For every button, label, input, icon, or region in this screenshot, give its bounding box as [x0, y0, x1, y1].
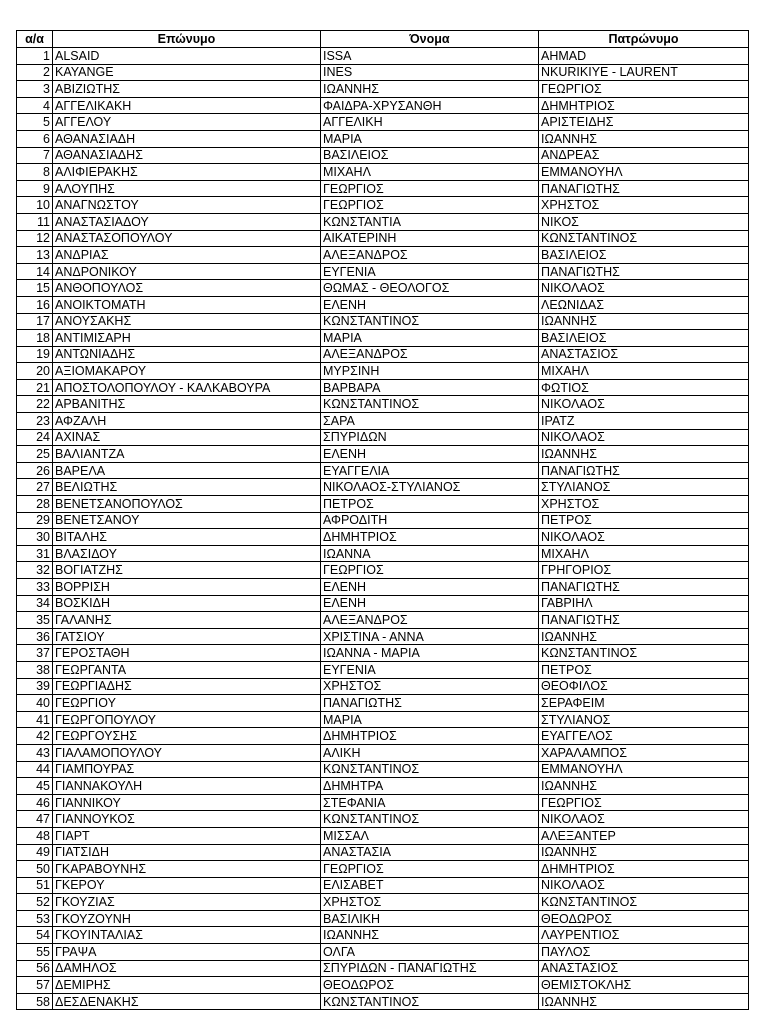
cell-father: ΠΑΝΑΓΙΩΤΗΣ — [539, 263, 749, 280]
cell-name: ΕΥΓΕΝΙΑ — [321, 661, 539, 678]
cell-aa: 34 — [17, 595, 53, 612]
cell-name: ΕΛΕΝΗ — [321, 579, 539, 596]
cell-surname: ΑΘΑΝΑΣΙΑΔΗ — [53, 130, 321, 147]
cell-surname: ΓΚΟΥΖΟΥΝΗ — [53, 910, 321, 927]
cell-aa: 36 — [17, 628, 53, 645]
cell-name: ΜΑΡΙΑ — [321, 711, 539, 728]
cell-surname: ΑΠΟΣΤΟΛΟΠΟΥΛΟΥ - ΚΑΛΚΑΒΟΥΡΑ — [53, 379, 321, 396]
cell-father: ΘΕΟΔΩΡΟΣ — [539, 910, 749, 927]
cell-aa: 41 — [17, 711, 53, 728]
table-row — [17, 413, 749, 430]
table-row — [17, 197, 749, 214]
cell-surname: ΒΙΤΑΛΗΣ — [53, 529, 321, 546]
cell-surname: ΑΝΑΓΝΩΣΤΟΥ — [53, 197, 321, 214]
cell-aa: 27 — [17, 479, 53, 496]
cell-father: ΓΕΩΡΓΙΟΣ — [539, 794, 749, 811]
cell-name: ΓΕΩΡΓΙΟΣ — [321, 180, 539, 197]
cell-name: ΚΩΝΣΤΑΝΤΙΝΟΣ — [321, 313, 539, 330]
cell-name: ΟΛΓΑ — [321, 944, 539, 961]
cell-aa: 21 — [17, 379, 53, 396]
cell-father: ΚΩΝΣΤΑΝΤΙΝΟΣ — [539, 645, 749, 662]
cell-name: ΜΑΡΙΑ — [321, 130, 539, 147]
cell-father: ΦΩΤΙΟΣ — [539, 379, 749, 396]
cell-aa: 7 — [17, 147, 53, 164]
table-row — [17, 877, 749, 894]
cell-aa: 12 — [17, 230, 53, 247]
cell-aa: 24 — [17, 429, 53, 446]
cell-aa: 4 — [17, 97, 53, 114]
cell-aa: 2 — [17, 64, 53, 81]
cell-father: ΙΩΑΝΝΗΣ — [539, 993, 749, 1010]
table-body — [17, 48, 749, 1010]
cell-father: ΕΜΜΑΝΟΥΗΛ — [539, 164, 749, 181]
cell-father: ΕΜΜΑΝΟΥΗΛ — [539, 761, 749, 778]
cell-surname: ΑΒΙΖΙΩΤΗΣ — [53, 81, 321, 98]
cell-name: ΙΩΑΝΝΗΣ — [321, 927, 539, 944]
cell-father: ΣΤΥΛΙΑΝΟΣ — [539, 711, 749, 728]
cell-name: ΑΓΓΕΛΙΚΗ — [321, 114, 539, 131]
cell-surname: KAYANGE — [53, 64, 321, 81]
cell-surname: ΒΑΡΕΛΑ — [53, 462, 321, 479]
names-table — [16, 30, 749, 1010]
table-row — [17, 612, 749, 629]
cell-name: ΙΩΑΝΝΑ — [321, 545, 539, 562]
cell-surname: ΒΑΛΙΑΝΤΖΑ — [53, 446, 321, 463]
cell-name: ΕΥΑΓΓΕΛΙΑ — [321, 462, 539, 479]
cell-father: ΑΡΙΣΤΕΙΔΗΣ — [539, 114, 749, 131]
cell-name: ΚΩΝΣΤΑΝΤΙΑ — [321, 213, 539, 230]
cell-surname: ΓΕΩΡΓΟΠΟΥΛΟΥ — [53, 711, 321, 728]
cell-aa: 3 — [17, 81, 53, 98]
cell-surname: ΑΦΖΑΛΗ — [53, 413, 321, 430]
cell-aa: 55 — [17, 944, 53, 961]
cell-father: ΚΩΝΣΤΑΝΤΙΝΟΣ — [539, 230, 749, 247]
cell-father: ΧΡΗΣΤΟΣ — [539, 197, 749, 214]
cell-surname: ΓΑΤΣΙΟΥ — [53, 628, 321, 645]
cell-father: ΝΙΚΟΛΑΟΣ — [539, 877, 749, 894]
cell-name: ΜΑΡΙΑ — [321, 330, 539, 347]
cell-surname: ΑΞΙΟΜΑΚΑΡΟΥ — [53, 363, 321, 380]
cell-aa: 25 — [17, 446, 53, 463]
table-row — [17, 977, 749, 994]
cell-surname: ΒΕΝΕΤΣΑΝΟΥ — [53, 512, 321, 529]
cell-name: ΒΑΡΒΑΡΑ — [321, 379, 539, 396]
cell-name: ΑΛΙΚΗ — [321, 744, 539, 761]
cell-aa: 17 — [17, 313, 53, 330]
cell-surname: ΓΕΩΡΓΙΑΔΗΣ — [53, 678, 321, 695]
cell-name: ΕΛΙΣΑΒΕΤ — [321, 877, 539, 894]
cell-aa: 33 — [17, 579, 53, 596]
cell-surname: ΒΕΛΙΩΤΗΣ — [53, 479, 321, 496]
cell-aa: 18 — [17, 330, 53, 347]
cell-surname: ΑΓΓΕΛΟΥ — [53, 114, 321, 131]
cell-surname: ΓΡΑΨΑ — [53, 944, 321, 961]
cell-aa: 11 — [17, 213, 53, 230]
cell-aa: 39 — [17, 678, 53, 695]
cell-name: ΑΝΑΣΤΑΣΙΑ — [321, 844, 539, 861]
cell-father: ΣΕΡΑΦΕΙΜ — [539, 695, 749, 712]
table-row — [17, 761, 749, 778]
cell-aa: 5 — [17, 114, 53, 131]
table-row — [17, 960, 749, 977]
header-row — [17, 31, 749, 48]
cell-father: ΑΝΔΡΕΑΣ — [539, 147, 749, 164]
table-row — [17, 944, 749, 961]
cell-father: ΝΙΚΟΣ — [539, 213, 749, 230]
cell-surname: ΓΙΑΝΝΙΚΟΥ — [53, 794, 321, 811]
cell-father: ΒΑΣΙΛΕΙΟΣ — [539, 247, 749, 264]
cell-surname: ΓΕΡΟΣΤΑΘΗ — [53, 645, 321, 662]
cell-father: ΙΡΑΤΖ — [539, 413, 749, 430]
cell-father: ΠΑΥΛΟΣ — [539, 944, 749, 961]
cell-name: ΜΙΣΣΑΛ — [321, 827, 539, 844]
cell-aa: 48 — [17, 827, 53, 844]
cell-father: ΘΕΟΦΙΛΟΣ — [539, 678, 749, 695]
table-row — [17, 479, 749, 496]
table-row — [17, 794, 749, 811]
cell-surname: ΑΝΤΩΝΙΑΔΗΣ — [53, 346, 321, 363]
cell-father: ΠΑΝΑΓΙΩΤΗΣ — [539, 462, 749, 479]
table-row — [17, 661, 749, 678]
cell-aa: 16 — [17, 296, 53, 313]
cell-aa: 10 — [17, 197, 53, 214]
cell-surname: ΒΟΣΚΙΔΗ — [53, 595, 321, 612]
cell-father: ΒΑΣΙΛΕΙΟΣ — [539, 330, 749, 347]
cell-name: ΔΗΜΗΤΡΙΟΣ — [321, 529, 539, 546]
table-row — [17, 462, 749, 479]
table-row — [17, 778, 749, 795]
table-row — [17, 213, 749, 230]
cell-name: ΔΗΜΗΤΡΑ — [321, 778, 539, 795]
table-row — [17, 579, 749, 596]
cell-name: ΓΕΩΡΓΙΟΣ — [321, 861, 539, 878]
table-row — [17, 296, 749, 313]
cell-surname: ΒΛΑΣΙΔΟΥ — [53, 545, 321, 562]
table-row — [17, 861, 749, 878]
cell-surname: ΑΝΤΙΜΙΣΑΡΗ — [53, 330, 321, 347]
cell-aa: 31 — [17, 545, 53, 562]
table-row — [17, 330, 749, 347]
cell-name: ΔΗΜΗΤΡΙΟΣ — [321, 728, 539, 745]
header-surname: Επώνυμο — [53, 31, 321, 48]
cell-name: ΧΡΗΣΤΟΣ — [321, 678, 539, 695]
header-name: Όνομα — [321, 31, 539, 48]
cell-aa: 51 — [17, 877, 53, 894]
cell-surname: ΒΟΓΙΑΤΖΗΣ — [53, 562, 321, 579]
cell-name: ΠΑΝΑΓΙΩΤΗΣ — [321, 695, 539, 712]
cell-aa: 22 — [17, 396, 53, 413]
cell-surname: ΓΙΑΡΤ — [53, 827, 321, 844]
cell-name: ΚΩΝΣΤΑΝΤΙΝΟΣ — [321, 811, 539, 828]
cell-name: ΙΩΑΝΝΗΣ — [321, 81, 539, 98]
cell-father: ΛΑΥΡΕΝΤΙΟΣ — [539, 927, 749, 944]
cell-aa: 13 — [17, 247, 53, 264]
table-row — [17, 894, 749, 911]
cell-surname: ΓΕΩΡΓΑΝΤΑ — [53, 661, 321, 678]
table-row — [17, 562, 749, 579]
cell-name: ΠΕΤΡΟΣ — [321, 496, 539, 513]
cell-father: ΜΙΧΑΗΛ — [539, 545, 749, 562]
cell-name: ΕΛΕΝΗ — [321, 296, 539, 313]
cell-father: ΙΩΑΝΝΗΣ — [539, 628, 749, 645]
table-row — [17, 496, 749, 513]
cell-surname: ΓΚΟΥΖΙΑΣ — [53, 894, 321, 911]
cell-father: ΑΛΕΞΑΝΤΕΡ — [539, 827, 749, 844]
table-row — [17, 744, 749, 761]
cell-surname: ΑΝΑΣΤΑΣΟΠΟΥΛΟΥ — [53, 230, 321, 247]
cell-name: ΝΙΚΟΛΑΟΣ-ΣΤΥΛΙΑΝΟΣ — [321, 479, 539, 496]
cell-name: ΑΛΕΞΑΝΔΡΟΣ — [321, 247, 539, 264]
table-row — [17, 695, 749, 712]
table-row — [17, 728, 749, 745]
table-row — [17, 993, 749, 1010]
cell-aa: 58 — [17, 993, 53, 1010]
cell-surname: ΑΧΙΝΑΣ — [53, 429, 321, 446]
cell-name: ΦΑΙΔΡΑ-ΧΡΥΣΑΝΘΗ — [321, 97, 539, 114]
cell-father: ΝΙΚΟΛΑΟΣ — [539, 529, 749, 546]
cell-aa: 29 — [17, 512, 53, 529]
cell-aa: 49 — [17, 844, 53, 861]
cell-aa: 30 — [17, 529, 53, 546]
cell-surname: ΓΙΑΛΑΜΟΠΟΥΛΟΥ — [53, 744, 321, 761]
table-row — [17, 379, 749, 396]
table-row — [17, 363, 749, 380]
cell-aa: 40 — [17, 695, 53, 712]
table-row — [17, 64, 749, 81]
cell-aa: 52 — [17, 894, 53, 911]
cell-name: ΑΛΕΞΑΝΔΡΟΣ — [321, 346, 539, 363]
cell-father: AHMAD — [539, 48, 749, 65]
cell-name: ΕΛΕΝΗ — [321, 595, 539, 612]
table-row — [17, 313, 749, 330]
cell-surname: ΓΕΩΡΓΙΟΥ — [53, 695, 321, 712]
cell-aa: 57 — [17, 977, 53, 994]
cell-aa: 47 — [17, 811, 53, 828]
cell-name: ΚΩΝΣΤΑΝΤΙΝΟΣ — [321, 761, 539, 778]
table-row — [17, 844, 749, 861]
cell-name: ΑΛΕΞΑΝΔΡΟΣ — [321, 612, 539, 629]
table-row — [17, 446, 749, 463]
cell-name: INES — [321, 64, 539, 81]
table-row — [17, 180, 749, 197]
header-father: Πατρώνυμο — [539, 31, 749, 48]
cell-father: ΠΑΝΑΓΙΩΤΗΣ — [539, 180, 749, 197]
cell-name: ΕΛΕΝΗ — [321, 446, 539, 463]
cell-aa: 32 — [17, 562, 53, 579]
table-row — [17, 263, 749, 280]
cell-father: ΔΗΜΗΤΡΙΟΣ — [539, 861, 749, 878]
cell-aa: 50 — [17, 861, 53, 878]
table-row — [17, 827, 749, 844]
table-row — [17, 396, 749, 413]
cell-aa: 35 — [17, 612, 53, 629]
cell-aa: 56 — [17, 960, 53, 977]
cell-aa: 26 — [17, 462, 53, 479]
cell-father: ΠΑΝΑΓΙΩΤΗΣ — [539, 579, 749, 596]
cell-surname: ALSAID — [53, 48, 321, 65]
table-row — [17, 711, 749, 728]
cell-surname: ΓΙΑΝΝΟΥΚΟΣ — [53, 811, 321, 828]
cell-father: ΓΡΗΓΟΡΙΟΣ — [539, 562, 749, 579]
cell-aa: 20 — [17, 363, 53, 380]
table-row — [17, 114, 749, 131]
table-row — [17, 645, 749, 662]
cell-father: ΙΩΑΝΝΗΣ — [539, 313, 749, 330]
cell-name: ΘΩΜΑΣ - ΘΕΟΛΟΓΟΣ — [321, 280, 539, 297]
table-row — [17, 346, 749, 363]
cell-name: ΕΥΓΕΝΙΑ — [321, 263, 539, 280]
cell-name: ΓΕΩΡΓΙΟΣ — [321, 562, 539, 579]
cell-surname: ΓΚΕΡΟΥ — [53, 877, 321, 894]
cell-surname: ΓΑΛΑΝΗΣ — [53, 612, 321, 629]
cell-father: ΔΗΜΗΤΡΙΟΣ — [539, 97, 749, 114]
cell-father: ΝΙΚΟΛΑΟΣ — [539, 811, 749, 828]
cell-father: ΠΕΤΡΟΣ — [539, 512, 749, 529]
cell-aa: 44 — [17, 761, 53, 778]
cell-name: ΜΙΧΑΗΛ — [321, 164, 539, 181]
cell-father: ΝΙΚΟΛΑΟΣ — [539, 396, 749, 413]
cell-father: ΚΩΝΣΤΑΝΤΙΝΟΣ — [539, 894, 749, 911]
cell-surname: ΓΙΑΝΝΑΚΟΥΛΗ — [53, 778, 321, 795]
table-row — [17, 429, 749, 446]
cell-surname: ΒΟΡΡΙΣΗ — [53, 579, 321, 596]
cell-father: ΠΑΝΑΓΙΩΤΗΣ — [539, 612, 749, 629]
cell-father: ΑΝΑΣΤΑΣΙΟΣ — [539, 960, 749, 977]
cell-father: ΓΑΒΡΙΗΛ — [539, 595, 749, 612]
cell-aa: 1 — [17, 48, 53, 65]
cell-surname: ΔΕΜΙΡΗΣ — [53, 977, 321, 994]
header-aa: α/α — [17, 31, 53, 48]
cell-father: ΧΑΡΑΛΑΜΠΟΣ — [539, 744, 749, 761]
cell-name: ΓΕΩΡΓΙΟΣ — [321, 197, 539, 214]
cell-father: ΛΕΩΝΙΔΑΣ — [539, 296, 749, 313]
cell-aa: 46 — [17, 794, 53, 811]
cell-name: ΣΑΡΑ — [321, 413, 539, 430]
table-row — [17, 130, 749, 147]
cell-father: ΙΩΑΝΝΗΣ — [539, 130, 749, 147]
cell-surname: ΑΝΘΟΠΟΥΛΟΣ — [53, 280, 321, 297]
cell-name: ΒΑΣΙΛΙΚΗ — [321, 910, 539, 927]
cell-name: ΣΠΥΡΙΔΩΝ - ΠΑΝΑΓΙΩΤΗΣ — [321, 960, 539, 977]
cell-surname: ΑΝΔΡΙΑΣ — [53, 247, 321, 264]
cell-father: ΣΤΥΛΙΑΝΟΣ — [539, 479, 749, 496]
cell-name: ΒΑΣΙΛΕΙΟΣ — [321, 147, 539, 164]
cell-father: ΧΡΗΣΤΟΣ — [539, 496, 749, 513]
cell-father: ΝΙΚΟΛΑΟΣ — [539, 280, 749, 297]
cell-father: NKURIKIYE - LAURENT — [539, 64, 749, 81]
cell-father: ΘΕΜΙΣΤΟΚΛΗΣ — [539, 977, 749, 994]
cell-name: ΧΡΙΣΤΙΝΑ - ΑΝΝΑ — [321, 628, 539, 645]
cell-name: ΑΙΚΑΤΕΡΙΝΗ — [321, 230, 539, 247]
table-row — [17, 81, 749, 98]
cell-aa: 9 — [17, 180, 53, 197]
table-row — [17, 811, 749, 828]
cell-name: ΚΩΝΣΤΑΝΤΙΝΟΣ — [321, 993, 539, 1010]
cell-name: ΚΩΝΣΤΑΝΤΙΝΟΣ — [321, 396, 539, 413]
cell-surname: ΑΝΑΣΤΑΣΙΑΔΟΥ — [53, 213, 321, 230]
table-row — [17, 910, 749, 927]
cell-surname: ΑΡΒΑΝΙΤΗΣ — [53, 396, 321, 413]
cell-name: ISSA — [321, 48, 539, 65]
cell-father: ΕΥΑΓΓΕΛΟΣ — [539, 728, 749, 745]
table-row — [17, 230, 749, 247]
table-row — [17, 529, 749, 546]
cell-surname: ΑΝΟΥΣΑΚΗΣ — [53, 313, 321, 330]
table-header — [17, 31, 749, 48]
cell-name: ΜΥΡΣΙΝΗ — [321, 363, 539, 380]
cell-aa: 15 — [17, 280, 53, 297]
cell-name: ΣΠΥΡΙΔΩΝ — [321, 429, 539, 446]
cell-surname: ΑΝΔΡΟΝΙΚΟΥ — [53, 263, 321, 280]
cell-aa: 28 — [17, 496, 53, 513]
cell-aa: 19 — [17, 346, 53, 363]
cell-aa: 37 — [17, 645, 53, 662]
table-row — [17, 595, 749, 612]
table-row — [17, 247, 749, 264]
cell-surname: ΓΕΩΡΓΟΥΣΗΣ — [53, 728, 321, 745]
cell-aa: 42 — [17, 728, 53, 745]
cell-father: ΜΙΧΑΗΛ — [539, 363, 749, 380]
table-row — [17, 48, 749, 65]
table-row — [17, 97, 749, 114]
cell-father: ΙΩΑΝΝΗΣ — [539, 446, 749, 463]
cell-surname: ΔΕΣΔΕΝΑΚΗΣ — [53, 993, 321, 1010]
cell-aa: 6 — [17, 130, 53, 147]
cell-father: ΓΕΩΡΓΙΟΣ — [539, 81, 749, 98]
cell-aa: 14 — [17, 263, 53, 280]
cell-name: ΑΦΡΟΔΙΤΗ — [321, 512, 539, 529]
cell-father: ΝΙΚΟΛΑΟΣ — [539, 429, 749, 446]
cell-surname: ΑΛΙΦΙΕΡΑΚΗΣ — [53, 164, 321, 181]
cell-surname: ΓΙΑΤΣΙΔΗ — [53, 844, 321, 861]
table-row — [17, 512, 749, 529]
table-row — [17, 628, 749, 645]
table-row — [17, 545, 749, 562]
table-row — [17, 678, 749, 695]
table-row — [17, 927, 749, 944]
cell-father: ΠΕΤΡΟΣ — [539, 661, 749, 678]
cell-surname: ΓΚΟΥΙΝΤΑΛΙΑΣ — [53, 927, 321, 944]
cell-surname: ΔΑΜΗΛΟΣ — [53, 960, 321, 977]
cell-name: ΧΡΗΣΤΟΣ — [321, 894, 539, 911]
table-row — [17, 164, 749, 181]
cell-aa: 8 — [17, 164, 53, 181]
cell-father: ΙΩΑΝΝΗΣ — [539, 844, 749, 861]
cell-surname: ΑΝΟΙΚΤΟΜΑΤΗ — [53, 296, 321, 313]
cell-surname: ΓΚΑΡΑΒΟΥΝΗΣ — [53, 861, 321, 878]
cell-father: ΙΩΑΝΝΗΣ — [539, 778, 749, 795]
cell-surname: ΒΕΝΕΤΣΑΝΟΠΟΥΛΟΣ — [53, 496, 321, 513]
cell-name: ΘΕΟΔΩΡΟΣ — [321, 977, 539, 994]
cell-aa: 23 — [17, 413, 53, 430]
cell-surname: ΓΙΑΜΠΟΥΡΑΣ — [53, 761, 321, 778]
table-row — [17, 147, 749, 164]
cell-aa: 38 — [17, 661, 53, 678]
cell-aa: 45 — [17, 778, 53, 795]
cell-surname: ΑΓΓΕΛΙΚΑΚΗ — [53, 97, 321, 114]
cell-aa: 54 — [17, 927, 53, 944]
cell-aa: 53 — [17, 910, 53, 927]
cell-surname: ΑΛΟΥΠΗΣ — [53, 180, 321, 197]
table-row — [17, 280, 749, 297]
cell-surname: ΑΘΑΝΑΣΙΑΔΗΣ — [53, 147, 321, 164]
cell-name: ΙΩΑΝΝΑ - ΜΑΡΙΑ — [321, 645, 539, 662]
cell-aa: 43 — [17, 744, 53, 761]
cell-name: ΣΤΕΦΑΝΙΑ — [321, 794, 539, 811]
cell-father: ΑΝΑΣΤΑΣΙΟΣ — [539, 346, 749, 363]
